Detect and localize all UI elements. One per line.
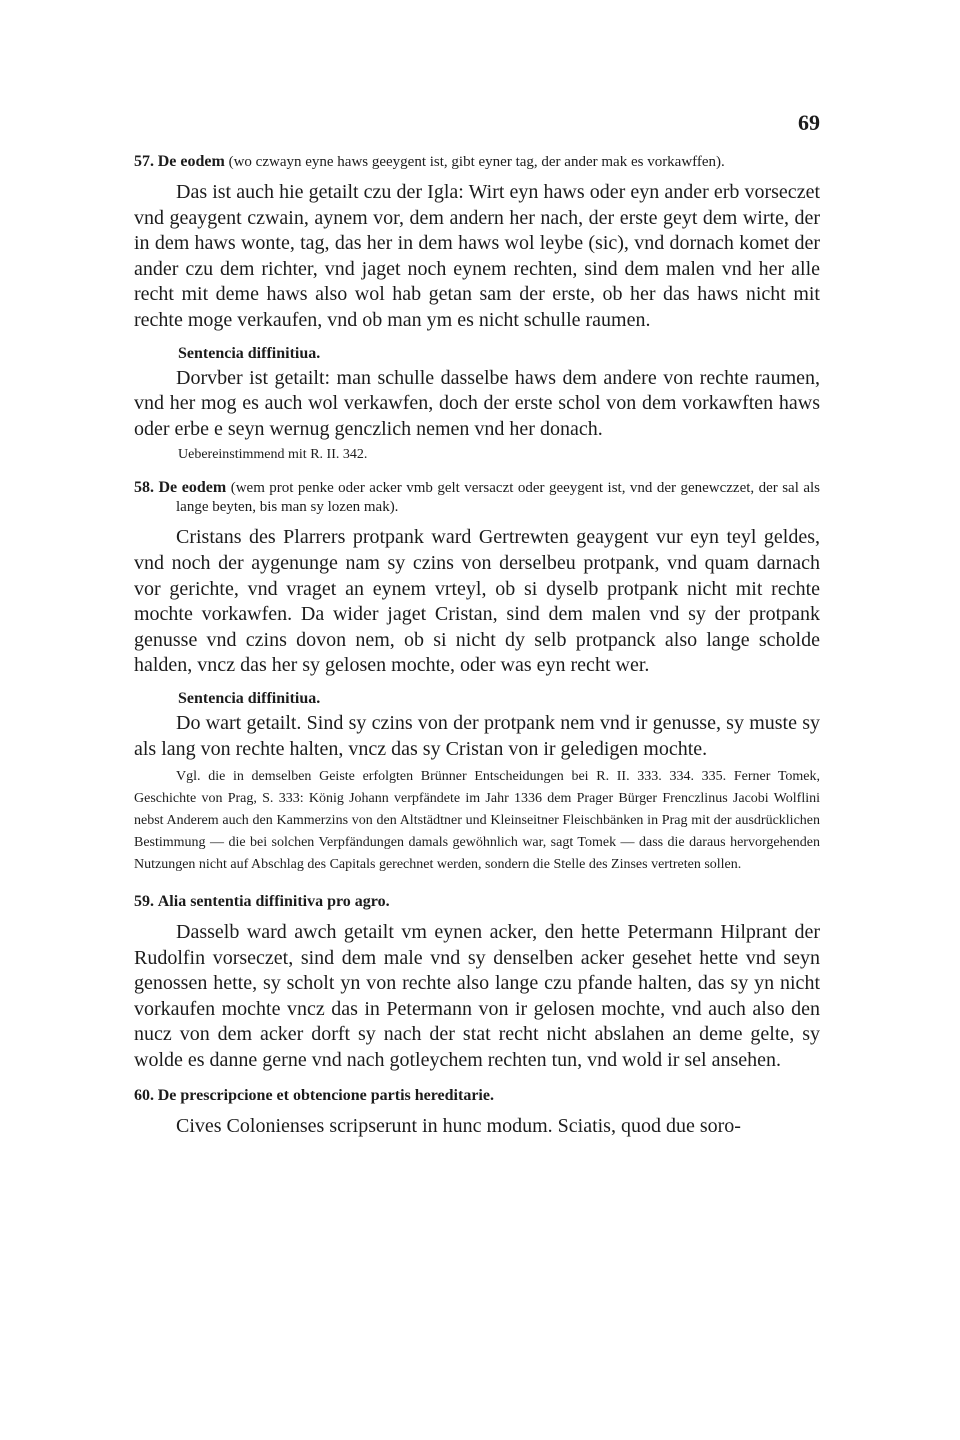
section-60-paragraph: Cives Colonienses scripserunt in hunc modum. Sciatis, quod due soro-: [176, 1114, 741, 1137]
section-58-decision: Do wart getailt. Sind sy czins von der protpank nem vnd ir genusse, sy muste sy als lang von rechte halten, vncz das sy Cristan von ir geledigen mochte.: [134, 711, 820, 760]
section-59-paragraph: Dasselb ward awch getailt vm eynen acker, den hette Petermann Hilprant der Rudolfin vorseczet, sind dem male vnd sy denselben acker gesehet hette vnd seyn genossen hette, sy scholt yn von rechte also lange czu pfande halten, das sy yn nicht vorkaufen mochte vncz das in Petermann von ir gelosen mochte, vnd auch also den nucz von dem acker dorft sy nach der stat recht nicht abslahen an deme gelte, sy wolde es danne gerne vnd nach gotleychem rechten tun, vnd wold ir sel ansehen.: [134, 921, 820, 1072]
section-57-heading: [134, 152, 820, 172]
section-58-heading: [134, 478, 820, 517]
section-59-heading: [134, 892, 820, 912]
section-number: 59.: [134, 893, 154, 911]
page-number: 69: [798, 110, 820, 135]
section-58-remark: Vgl. die in demselben Geiste erfolgten Brünner Entscheidungen bei R. II. 333. 334. 335. Ferner Tomek, Geschichte von Prag, S. 333: König Johann verpfändete im Jahr 1336 dem Prager Bürger Frenczlinus Jacobi Wolflini nebst Anderem auch den Kammerzins von den Altstädtner und Kleinseitner Fleischbänken in Prag mit der ausdrücklichen Bestimmung — die bei solchen Verpfändungen damals gewöhnlich war, sagt Tomek — dass die daraus hervorgehenden Nutzungen nicht auf Abschlag des Capitals gerechnet werden, sondern die Stelle des Zinses vertreten sollen.: [134, 769, 820, 873]
section-subtitle: (wem prot penke oder acker vmb gelt versaczt oder geeygent ist, vnd der genewczzet, der sal als lange beyten, bis man sy lozen mak).: [176, 480, 820, 516]
section-58-sentencia: Sentencia diffinitiua.: [178, 689, 321, 707]
section-58-paragraph: Cristans des Plarrers protpank ward Gertrewten geaygent vur eyn teyl geldes, vnd noch der aygenunge nam sy czins von derselbeu protpank, vnd quam darnach vor gerichte, vnd vraget an eynem vrteyl, ob si dyselb protpank nicht mit rechte mochte vorkawfen. Da wider jaget Cristan, sind dem malen vnd sy der protpank genusse vnd czins dovon nem, ob si nicht dy selb protpanck also lange scholde halden, vncz das her sy gelosen mochte, oder was eyn recht wer.: [134, 526, 820, 677]
section-57-paragraph: Das ist auch hie getailt czu der Igla: Wirt eyn haws oder eyn ander erb vorseczet vnd geaygent czwain, aynem vor, dem andern her nach, der erste geyt dem wirte, der in dem haws wonte, tag, das her in dem haws wol leybe (sic), vnd dornach komet der ander czu dem richter, vnd jaget noch eynem rechten, sind dem malen vnd her alle recht mit deme haws also wol hab getan sam der erste, ob her das haws nicht mit rechte moge verkaufen, vnd ob man ym es nicht schulle raumen.: [134, 181, 820, 331]
section-title: Alia sententia diffinitiva pro agro.: [157, 893, 390, 911]
section-number: 60.: [134, 1086, 154, 1104]
section-57-decision: Dorvber ist getailt: man schulle dasselbe haws dem andere von rechte raumen, vnd her mog es auch wol verkawfen, doch der erste schol von dem vorkawften haws oder erbe e seyn wernug genczlich nemen vnd her donach.: [134, 366, 820, 440]
section-number: 58.: [134, 479, 154, 497]
section-number: 57.: [134, 153, 154, 170]
section-subtitle: (wo czwayn eyne haws geeygent ist, gibt eyner tag, der ander mak es vorkawffen).: [228, 154, 725, 170]
page-content: [134, 152, 820, 1143]
section-57-sentencia: Sentencia diffinitiua.: [178, 344, 321, 362]
section-60-heading: [134, 1086, 820, 1106]
section-title: De prescripcione et obtencione partis hereditarie.: [157, 1086, 494, 1104]
section-57-note: Uebereinstimmend mit R. II. 342.: [178, 447, 368, 463]
section-title: De eodem: [157, 153, 225, 170]
section-title: De eodem: [158, 479, 227, 497]
